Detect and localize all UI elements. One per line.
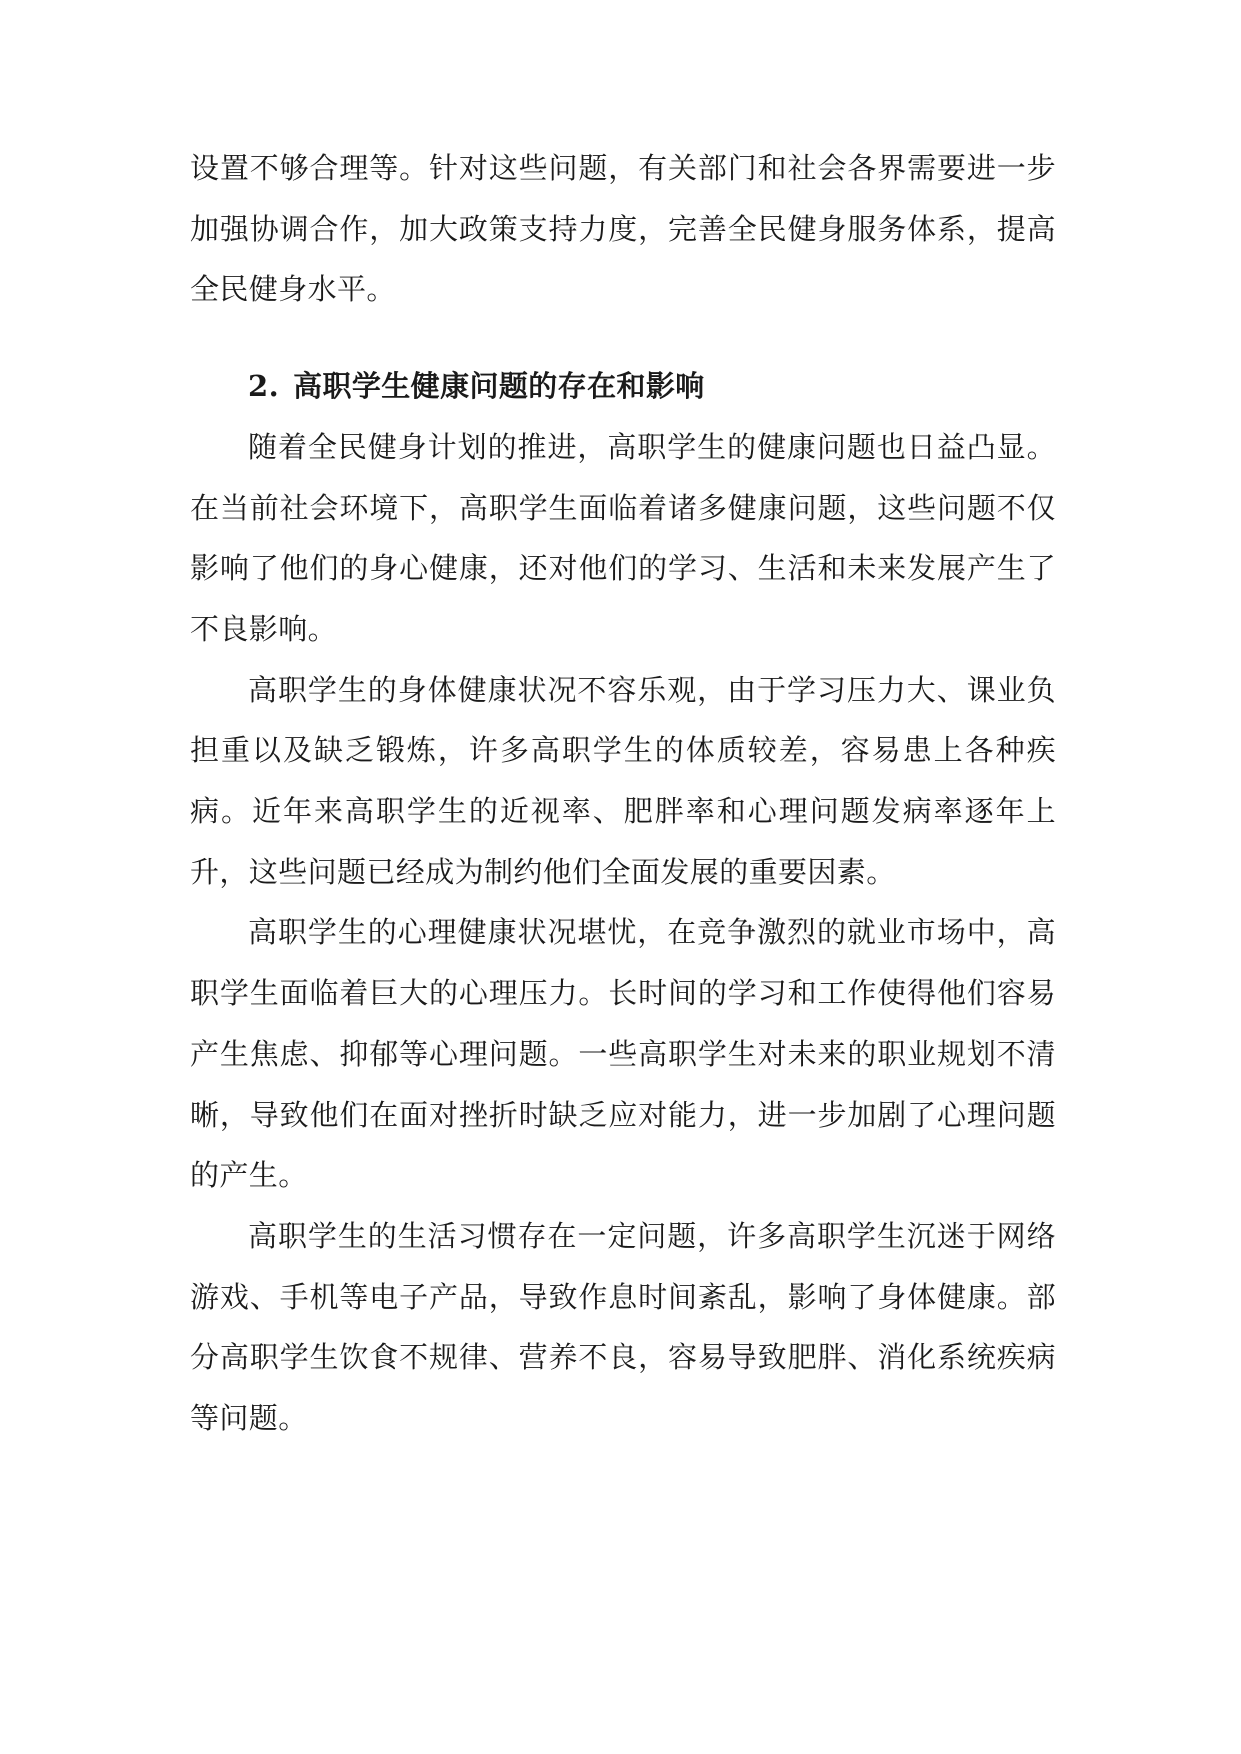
document-body <box>190 138 1056 1449</box>
section-title: 高职学生健康问题的存在和影响 <box>293 369 705 404</box>
body-paragraph-2: 高职学生的身体健康状况不容乐观，由于学习压力大、课业负担重以及缺乏锻炼，许多高职学生的体质较差，容易患上各种疾病。近年来高职学生的近视率、肥胖率和心理问题发病率逐年上升，这些问题已经成为制约他们全面发展的重要因素。 <box>190 672 1056 889</box>
section-number: 2. <box>248 369 280 404</box>
body-paragraph-3: 高职学生的心理健康状况堪忧，在竞争激烈的就业市场中，高职学生面临着巨大的心理压力。长时间的学习和工作使得他们容易产生焦虑、抑郁等心理问题。一些高职学生对未来的职业规划不清晰，导致他们在面对挫折时缺乏应对能力，进一步加剧了心理问题的产生。 <box>190 915 1056 1193</box>
section-heading <box>190 356 1056 417</box>
body-paragraph-1: 随着全民健身计划的推进，高职学生的健康问题也日益凸显。在当前社会环境下，高职学生面临着诸多健康问题，这些问题不仅影响了他们的身心健康，还对他们的学习、生活和未来发展产生了不良影响。 <box>190 429 1056 646</box>
body-paragraph-4: 高职学生的生活习惯存在一定问题，许多高职学生沉迷于网络游戏、手机等电子产品，导致作息时间紊乱，影响了身体健康。部分高职学生饮食不规律、营养不良，容易导致肥胖、消化系统疾病等问题。 <box>190 1218 1056 1436</box>
opening-paragraph: 设置不够合理等。针对这些问题，有关部门和社会各界需要进一步加强协调合作，加大政策支持力度，完善全民健身服务体系，提高全民健身水平。 <box>190 151 1056 307</box>
